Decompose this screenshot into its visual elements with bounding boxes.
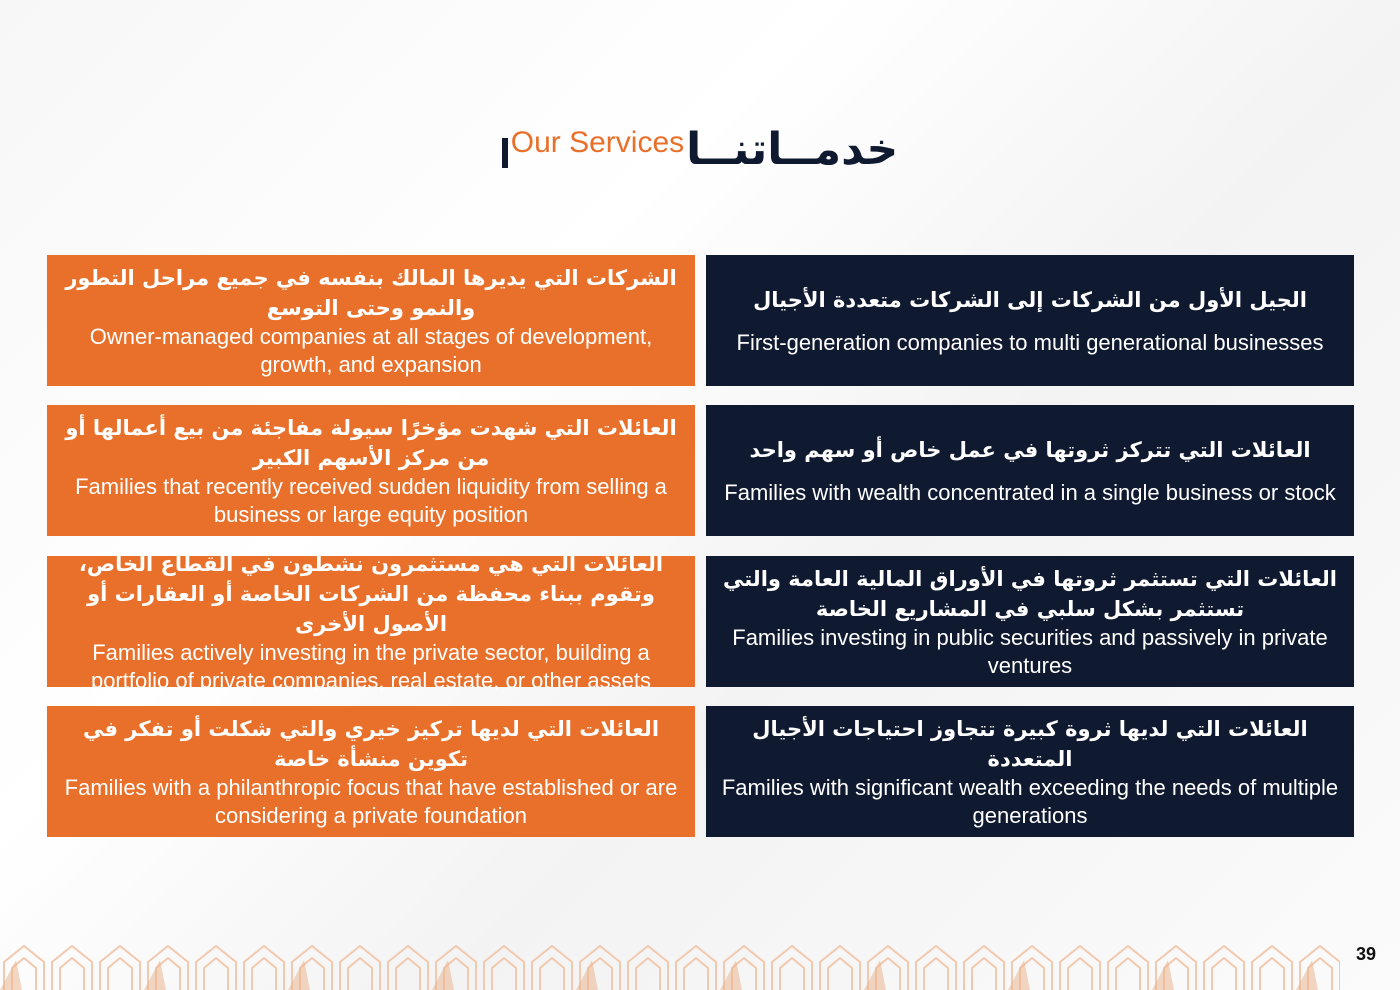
chevron-outline <box>340 946 380 990</box>
service-arabic-text: الجيل الأول من الشركات إلى الشركات متعددة الأجيال <box>753 287 1307 312</box>
title-english: Our Services <box>510 126 685 159</box>
chevron-inner <box>348 958 372 990</box>
service-card-sudden-liquidity <box>47 405 695 536</box>
chevron-outline <box>628 946 668 990</box>
service-arabic-text: العائلات التي هي مستثمرون نشطون في القطاع الخاص، وتقوم ببناء محفظة من الشركات الخاصة أو العقارات أو الأصول الأخرى <box>78 551 664 636</box>
chevron-inner <box>780 958 804 990</box>
service-arabic-text: العائلات التي تستثمر ثروتها في الأوراق المالية العامة والتي تستثمر بشكل سلبي في المشاريع الخاصة <box>722 566 1338 621</box>
chevron-outline <box>532 946 572 990</box>
chevron-inner <box>204 958 228 990</box>
chevron-outline <box>772 946 812 990</box>
chevron-inner <box>492 958 516 990</box>
chevron-outline <box>916 946 956 990</box>
service-card-public-securities <box>706 556 1354 687</box>
chevron-outline <box>1252 946 1292 990</box>
service-english-text: Families investing in public securities and passively in private ventures <box>732 624 1328 678</box>
chevron-outline <box>1108 946 1148 990</box>
chevron-inner <box>60 958 84 990</box>
service-english-text: Families actively investing in the private sector, building a portfolio of private companies, real estate, or other assets <box>90 639 652 693</box>
chevron-inner <box>972 958 996 990</box>
service-arabic-text: العائلات التي لديها تركيز خيري والتي شكلت أو تفكر في تكوين منشأة خاصة <box>82 716 660 771</box>
chevron-outline <box>100 946 140 990</box>
chevron-inner <box>252 958 276 990</box>
chevron-outline <box>52 946 92 990</box>
service-english-text: Owner-managed companies at all stages of development, growth, and expansion <box>89 323 653 377</box>
service-card-concentrated-wealth <box>706 405 1354 536</box>
chevron-inner <box>1068 958 1092 990</box>
chevron-outline <box>1060 946 1100 990</box>
title-arabic: خدمــاتنــا <box>686 124 899 175</box>
chevron-outline <box>676 946 716 990</box>
chevron-inner <box>1260 958 1284 990</box>
chevron-inner <box>1212 958 1236 990</box>
chevron-outline <box>244 946 284 990</box>
service-card-first-generation <box>706 255 1354 386</box>
page-title <box>0 112 1400 175</box>
service-card-owner-managed <box>47 255 695 386</box>
service-arabic-text: الشركات التي يديرها المالك بنفسه في جميع مراحل التطور والنمو وحتى التوسع <box>65 265 677 320</box>
chevron-inner <box>828 958 852 990</box>
service-english-text: Families that recently received sudden liquidity from selling a business or large equity position <box>75 473 667 527</box>
service-card-philanthropic <box>47 706 695 837</box>
chevron-outline <box>388 946 428 990</box>
chevron-inner <box>1116 958 1140 990</box>
service-card-significant-wealth <box>706 706 1354 837</box>
chevron-outline <box>196 946 236 990</box>
service-arabic-text: العائلات التي لديها ثروة كبيرة تتجاوز احتياجات الأجيال المتعددة <box>752 716 1308 771</box>
chevron-inner <box>924 958 948 990</box>
service-english-text: First-generation companies to multi generational businesses <box>736 329 1324 355</box>
chevron-outline <box>964 946 1004 990</box>
chevron-inner <box>684 958 708 990</box>
chevron-inner <box>108 958 132 990</box>
title-accent-bar <box>502 138 508 168</box>
chevron-pattern-icon <box>0 940 1340 990</box>
service-english-text: Families with significant wealth exceeding the needs of multiple generations <box>721 774 1339 828</box>
chevron-outline <box>1204 946 1244 990</box>
chevron-outline <box>820 946 860 990</box>
service-english-text: Families with a philanthropic focus that have established or are considering a private foundation <box>64 774 678 828</box>
chevron-inner <box>540 958 564 990</box>
page-number: 39 <box>1355 944 1376 964</box>
service-card-active-investors <box>47 551 695 693</box>
service-arabic-text: العائلات التي شهدت مؤخرًا سيولة مفاجئة من بيع أعمالها أو من مركز الأسهم الكبير <box>65 415 677 470</box>
chevron-inner <box>396 958 420 990</box>
chevron-inner <box>636 958 660 990</box>
service-arabic-text: العائلات التي تتركز ثروتها في عمل خاص أو سهم واحد <box>749 437 1311 462</box>
chevron-outline <box>484 946 524 990</box>
service-english-text: Families with wealth concentrated in a single business or stock <box>724 479 1336 505</box>
